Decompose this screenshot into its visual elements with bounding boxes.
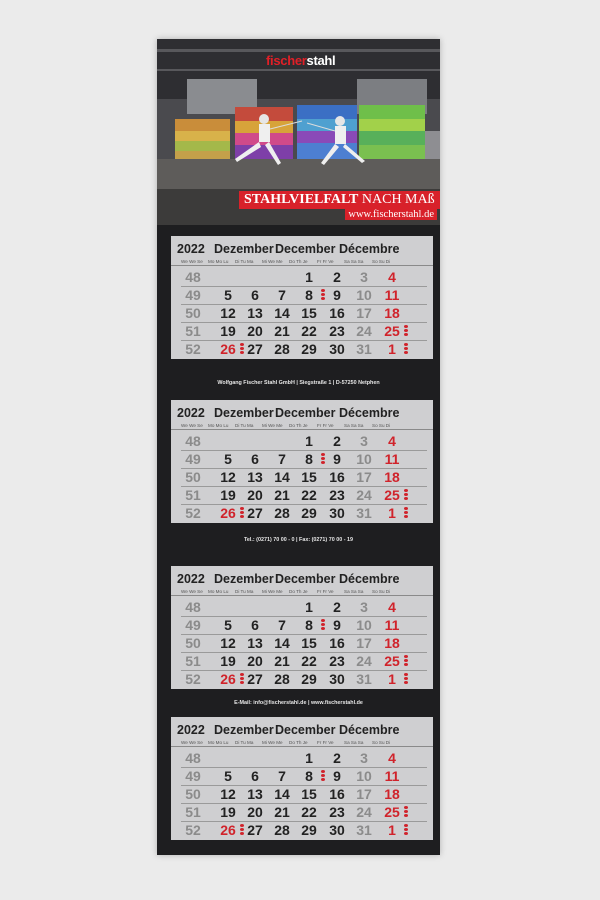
- day-cell: 21: [274, 653, 290, 669]
- day-cell: 16: [329, 786, 345, 802]
- day-cell: 9: [333, 451, 341, 467]
- week-number: 51: [185, 323, 201, 339]
- brand-logo-part2: stahl: [306, 53, 336, 68]
- month-en-label: December: [275, 572, 336, 586]
- weekday-label: So Su Di: [372, 259, 391, 264]
- month-en-label: December: [275, 242, 336, 256]
- day-cell: 16: [329, 469, 345, 485]
- weekday-header-row: [171, 257, 433, 266]
- day-cell: 31: [356, 671, 372, 687]
- day-cell: 17: [356, 305, 372, 321]
- day-cell: 21: [274, 323, 290, 339]
- day-cell: 24: [356, 487, 372, 503]
- holiday-marker-icon: [404, 673, 409, 685]
- month-de-label: Dezember: [214, 242, 274, 256]
- day-cell: 10: [356, 287, 372, 303]
- day-cell: 2: [333, 269, 341, 285]
- day-cell: 1: [305, 269, 313, 285]
- weekday-label: Fr Fr Ve: [317, 740, 334, 745]
- day-cell: 7: [278, 768, 286, 784]
- day-cell: 12: [220, 469, 236, 485]
- weekday-header-row: [171, 738, 433, 747]
- day-cell: 17: [356, 635, 372, 651]
- holiday-marker-icon: [404, 655, 409, 667]
- week-number: 48: [185, 599, 201, 615]
- day-cell: 25: [384, 804, 400, 820]
- week-number: 49: [185, 451, 201, 467]
- holiday-marker-icon: [404, 325, 409, 337]
- weekday-label: Mo Mo Lu: [208, 259, 229, 264]
- week-number: 50: [185, 469, 201, 485]
- weekday-label: So Su Di: [372, 423, 391, 428]
- day-cell: 12: [220, 305, 236, 321]
- day-cell: 24: [356, 323, 372, 339]
- day-cell: 12: [220, 635, 236, 651]
- weekday-label: Mi We Me: [262, 259, 283, 264]
- holiday-marker-icon: [404, 824, 409, 836]
- holiday-marker-icon: [404, 507, 409, 519]
- day-cell: 4: [388, 433, 396, 449]
- weekday-label: Sa Sa Sa: [344, 589, 364, 594]
- weekday-label: Di Tu Ma: [235, 423, 254, 428]
- day-cell: 9: [333, 768, 341, 784]
- day-cell: 18: [384, 305, 400, 321]
- day-cell: 28: [274, 822, 290, 838]
- day-cell: 31: [356, 822, 372, 838]
- weekday-label: Sa Sa Sa: [344, 259, 364, 264]
- day-cell: 5: [224, 451, 232, 467]
- day-cell: 8: [305, 287, 313, 303]
- month-de-label: Dezember: [214, 406, 274, 420]
- week-number: 48: [185, 433, 201, 449]
- day-cell: 25: [384, 487, 400, 503]
- day-cell: 6: [251, 287, 259, 303]
- month-pad: [171, 236, 433, 359]
- day-cell: 23: [329, 323, 345, 339]
- day-cell: 13: [247, 635, 263, 651]
- day-cell: 7: [278, 451, 286, 467]
- day-cell: 22: [301, 487, 317, 503]
- weekday-label: Mo Mo Lu: [208, 740, 229, 745]
- year-label: 2022: [177, 406, 205, 420]
- day-cell: 26: [220, 822, 236, 838]
- day-cell: 1: [388, 505, 396, 521]
- day-cell: 11: [384, 451, 400, 467]
- day-cell: 29: [301, 505, 317, 521]
- contact-footer: Wolfgang Fischer Stahl GmbH | Siegstraße 1 | D-57250 Netphen: [217, 380, 380, 386]
- weekday-label: Di Tu Ma: [235, 259, 254, 264]
- day-cell: 13: [247, 786, 263, 802]
- day-cell: 23: [329, 804, 345, 820]
- month-title-row: [171, 721, 433, 739]
- weekday-label: Mo Mo Lu: [208, 423, 229, 428]
- weekday-label: Fr Fr Ve: [317, 259, 334, 264]
- week-number: 50: [185, 786, 201, 802]
- weekday-label: We We Se: [181, 589, 203, 594]
- week-number: 52: [185, 671, 201, 687]
- day-cell: 7: [278, 287, 286, 303]
- day-cell: 25: [384, 323, 400, 339]
- day-cell: 26: [220, 341, 236, 357]
- day-cell: 1: [305, 750, 313, 766]
- day-cell: 28: [274, 505, 290, 521]
- day-cell: 3: [360, 599, 368, 615]
- day-cell: 1: [388, 671, 396, 687]
- day-cell: 14: [274, 786, 290, 802]
- contact-footer: Tel.: (0271) 70 00 - 0 | Fax: (0271) 70 00 - 19: [244, 537, 353, 543]
- holiday-marker-icon: [404, 806, 409, 818]
- day-cell: 6: [251, 617, 259, 633]
- day-cell: 27: [247, 671, 263, 687]
- day-cell: 17: [356, 786, 372, 802]
- month-de-label: Dezember: [214, 723, 274, 737]
- weekday-label: So Su Di: [372, 589, 391, 594]
- week-number: 51: [185, 487, 201, 503]
- week-number: 51: [185, 653, 201, 669]
- day-cell: 29: [301, 671, 317, 687]
- brand-logo: [266, 53, 335, 68]
- day-cell: 22: [301, 323, 317, 339]
- year-label: 2022: [177, 242, 205, 256]
- day-cell: 16: [329, 305, 345, 321]
- day-cell: 13: [247, 469, 263, 485]
- weekday-label: So Su Di: [372, 740, 391, 745]
- weekday-label: Mi We Me: [262, 589, 283, 594]
- weekday-label: Fr Fr Ve: [317, 423, 334, 428]
- day-cell: 22: [301, 653, 317, 669]
- day-cell: 1: [305, 599, 313, 615]
- week-number: 52: [185, 505, 201, 521]
- day-cell: 15: [301, 469, 317, 485]
- day-cell: 6: [251, 451, 259, 467]
- week-number: 52: [185, 822, 201, 838]
- day-cell: 30: [329, 671, 345, 687]
- holiday-marker-icon: [404, 489, 409, 501]
- day-cell: 14: [274, 635, 290, 651]
- day-cell: 28: [274, 671, 290, 687]
- day-cell: 9: [333, 617, 341, 633]
- day-cell: 11: [384, 617, 400, 633]
- day-cell: 24: [356, 804, 372, 820]
- day-cell: 25: [384, 653, 400, 669]
- day-cell: 20: [247, 804, 263, 820]
- weekday-label: Mo Mo Lu: [208, 589, 229, 594]
- day-cell: 31: [356, 341, 372, 357]
- holiday-marker-icon: [404, 343, 409, 355]
- day-cell: 9: [333, 287, 341, 303]
- day-cell: 19: [220, 323, 236, 339]
- day-cell: 20: [247, 653, 263, 669]
- contact-footer: E-Mail: info@fischerstahl.de | www.fischerstahl.de: [234, 700, 363, 706]
- day-cell: 1: [388, 341, 396, 357]
- month-title-row: [171, 570, 433, 588]
- day-cell: 5: [224, 617, 232, 633]
- month-fr-label: Décembre: [339, 406, 400, 420]
- day-cell: 28: [274, 341, 290, 357]
- day-cell: 8: [305, 768, 313, 784]
- brand-logo-part1: fischer: [266, 53, 307, 68]
- weekday-label: Mi We Me: [262, 740, 283, 745]
- day-cell: 3: [360, 269, 368, 285]
- weekday-label: Di Tu Ma: [235, 589, 254, 594]
- week-number: 50: [185, 305, 201, 321]
- website-url: www.fischerstahl.de: [345, 209, 437, 220]
- day-cell: 17: [356, 469, 372, 485]
- week-number: 48: [185, 750, 201, 766]
- day-cell: 20: [247, 487, 263, 503]
- day-cell: 15: [301, 635, 317, 651]
- day-cell: 3: [360, 750, 368, 766]
- day-cell: 29: [301, 822, 317, 838]
- weekday-label: Do Th Je: [289, 589, 308, 594]
- weekday-header-row: [171, 587, 433, 596]
- day-cell: 6: [251, 768, 259, 784]
- day-cell: 11: [384, 768, 400, 784]
- slogan-rest: NACH MAß: [358, 192, 435, 207]
- weekday-label: Fr Fr Ve: [317, 589, 334, 594]
- day-cell: 29: [301, 341, 317, 357]
- day-cell: 19: [220, 804, 236, 820]
- day-cell: 2: [333, 599, 341, 615]
- day-cell: 14: [274, 305, 290, 321]
- day-cell: 5: [224, 287, 232, 303]
- week-number: 49: [185, 617, 201, 633]
- day-cell: 27: [247, 822, 263, 838]
- day-cell: 26: [220, 505, 236, 521]
- weekday-label: We We Se: [181, 259, 203, 264]
- day-cell: 14: [274, 469, 290, 485]
- weekday-label: Mi We Me: [262, 423, 283, 428]
- day-cell: 30: [329, 505, 345, 521]
- month-de-label: Dezember: [214, 572, 274, 586]
- month-en-label: December: [275, 723, 336, 737]
- day-cell: 21: [274, 487, 290, 503]
- day-cell: 21: [274, 804, 290, 820]
- wall-calendar: [157, 39, 440, 855]
- day-cell: 12: [220, 786, 236, 802]
- day-cell: 4: [388, 599, 396, 615]
- day-cell: 18: [384, 469, 400, 485]
- weekday-label: Sa Sa Sa: [344, 423, 364, 428]
- day-cell: 13: [247, 305, 263, 321]
- week-number: 49: [185, 768, 201, 784]
- day-cell: 30: [329, 341, 345, 357]
- day-cell: 2: [333, 750, 341, 766]
- day-cell: 31: [356, 505, 372, 521]
- day-cell: 22: [301, 804, 317, 820]
- day-cell: 15: [301, 305, 317, 321]
- day-cell: 10: [356, 617, 372, 633]
- weekday-label: We We Se: [181, 423, 203, 428]
- day-cell: 2: [333, 433, 341, 449]
- month-title-row: [171, 404, 433, 422]
- day-cell: 30: [329, 822, 345, 838]
- week-number: 50: [185, 635, 201, 651]
- week-number: 49: [185, 287, 201, 303]
- day-cell: 19: [220, 487, 236, 503]
- day-cell: 23: [329, 653, 345, 669]
- day-cell: 1: [388, 822, 396, 838]
- year-label: 2022: [177, 572, 205, 586]
- day-cell: 3: [360, 433, 368, 449]
- day-cell: 5: [224, 768, 232, 784]
- month-fr-label: Décembre: [339, 723, 400, 737]
- week-number: 51: [185, 804, 201, 820]
- day-cell: 15: [301, 786, 317, 802]
- slogan-banner: [239, 191, 440, 209]
- day-cell: 4: [388, 750, 396, 766]
- month-title-row: [171, 240, 433, 258]
- day-cell: 16: [329, 635, 345, 651]
- day-cell: 26: [220, 671, 236, 687]
- day-cell: 1: [305, 433, 313, 449]
- day-cell: 11: [384, 287, 400, 303]
- weekday-label: We We Se: [181, 740, 203, 745]
- day-cell: 20: [247, 323, 263, 339]
- day-cell: 4: [388, 269, 396, 285]
- weekday-label: Di Tu Ma: [235, 740, 254, 745]
- year-label: 2022: [177, 723, 205, 737]
- day-cell: 23: [329, 487, 345, 503]
- day-cell: 27: [247, 505, 263, 521]
- day-cell: 19: [220, 653, 236, 669]
- weekday-label: Do Th Je: [289, 259, 308, 264]
- day-cell: 8: [305, 617, 313, 633]
- day-cell: 10: [356, 768, 372, 784]
- day-cell: 18: [384, 635, 400, 651]
- month-pad: [171, 717, 433, 840]
- weekday-header-row: [171, 421, 433, 430]
- slogan-bold: STAHLVIELFALT: [244, 192, 359, 207]
- weekday-label: Sa Sa Sa: [344, 740, 364, 745]
- header-photo: [157, 39, 440, 225]
- weekday-label: Do Th Je: [289, 740, 308, 745]
- week-number: 48: [185, 269, 201, 285]
- week-number: 52: [185, 341, 201, 357]
- month-en-label: December: [275, 406, 336, 420]
- month-fr-label: Décembre: [339, 572, 400, 586]
- month-pad: [171, 400, 433, 523]
- day-cell: 18: [384, 786, 400, 802]
- day-cell: 27: [247, 341, 263, 357]
- day-cell: 7: [278, 617, 286, 633]
- weekday-label: Do Th Je: [289, 423, 308, 428]
- day-cell: 24: [356, 653, 372, 669]
- month-fr-label: Décembre: [339, 242, 400, 256]
- month-pad: [171, 566, 433, 689]
- day-cell: 8: [305, 451, 313, 467]
- day-cell: 10: [356, 451, 372, 467]
